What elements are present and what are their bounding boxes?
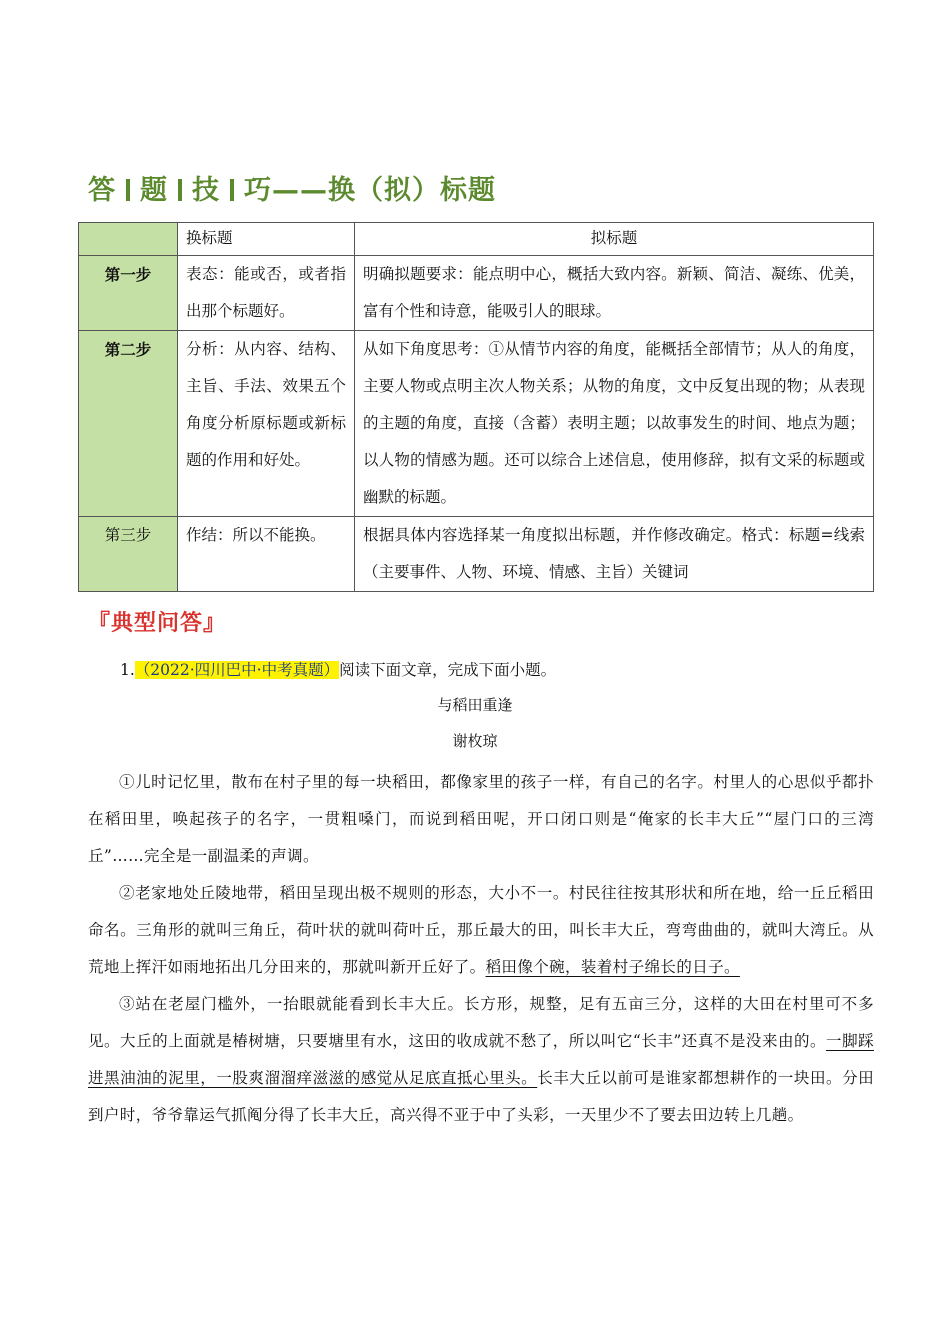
draft-cell: 根据具体内容选择某一角度拟出标题，并作修改确定。格式：标题=线索（主要事件、人物、环境、情感、主旨）关键词 bbox=[355, 517, 874, 592]
question-prompt: 阅读下面文章，完成下面小题。 bbox=[339, 661, 557, 679]
article-paragraph-2 bbox=[88, 875, 874, 986]
table-header-empty bbox=[79, 223, 178, 256]
section-title: 『典型问答』 bbox=[88, 610, 227, 636]
article-paragraph-3 bbox=[88, 986, 874, 1134]
change-cell: 分析：从内容、结构、主旨、手法、效果五个角度分析原标题或新标题的作用和好处。 bbox=[178, 331, 355, 517]
step-label: 第一步 bbox=[79, 256, 178, 331]
title-part-4: 巧——换（拟）标题 bbox=[244, 175, 496, 206]
p3-underlined-sentence: 一脚踩进黑油油的泥里，一股爽溜溜痒滋滋的感觉从足底直抵心里头。 bbox=[88, 1032, 874, 1087]
change-cell: 表态：能或否，或者指出那个标题好。 bbox=[178, 256, 355, 331]
table-header-change: 换标题 bbox=[178, 223, 355, 256]
draft-cell: 明确拟题要求：能点明中心，概括大致内容。新颖、简洁、凝练、优美，富有个性和诗意，能吸引人的眼球。 bbox=[355, 256, 874, 331]
steps-table bbox=[78, 222, 874, 592]
table-header-draft: 拟标题 bbox=[355, 223, 874, 256]
step-label: 第三步 bbox=[79, 517, 178, 592]
article-author: 谢枚琼 bbox=[452, 732, 498, 750]
question-source-highlight: （2022·四川巴中·中考真题） bbox=[134, 661, 340, 679]
title-part-3: 技 bbox=[192, 175, 220, 206]
p2-text: ②老家地处丘陵地带，稻田呈现出极不规则的形态，大小不一。村民往往按其形状和所在地，给一丘丘稻田命名。三角形的就叫三角丘，荷叶状的就叫荷叶丘，那丘最大的田，叫长丰大丘，弯弯曲曲的，就叫大湾丘。从荒地上挥汗如雨地拓出几分田来的，那就叫新开丘好了。 bbox=[88, 884, 874, 976]
p3-text-a: ③站在老屋门槛外，一抬眼就能看到长丰大丘。长方形，规整，足有五亩三分，这样的大田在村里可不多见。大丘的上面就是椿树塘，只要塘里有水，这田的收成就不愁了，所以叫它“长丰”还真不是没来由的。 bbox=[88, 995, 874, 1050]
article-body bbox=[88, 764, 874, 1134]
p2-underlined-sentence: 稻田像个碗，装着村子绵长的日子。 bbox=[485, 958, 740, 976]
change-cell: 作结：所以不能换。 bbox=[178, 517, 355, 592]
step-label: 第二步 bbox=[79, 331, 178, 517]
title-separator bbox=[178, 179, 182, 201]
page-title bbox=[88, 168, 496, 207]
title-part-1: 答 bbox=[88, 175, 116, 206]
table-row bbox=[79, 256, 874, 331]
article-paragraph-1: ①儿时记忆里，散布在村子里的每一块稻田，都像家里的孩子一样，有自己的名字。村里人的心思似乎都扑在稻田里，唤起孩子的名字，一贯粗嗓门，而说到稻田呢，开口闭口则是“俺家的长丰大丘”“屋门口的三湾丘”……完全是一副温柔的声调。 bbox=[88, 773, 874, 865]
title-separator bbox=[230, 179, 234, 201]
table-row bbox=[79, 331, 874, 517]
title-part-2: 题 bbox=[140, 175, 168, 206]
table-header-row bbox=[79, 223, 874, 256]
table-row bbox=[79, 517, 874, 592]
question-line bbox=[120, 658, 556, 680]
title-separator bbox=[126, 179, 130, 201]
article-title: 与稻田重逢 bbox=[437, 696, 513, 714]
draft-cell: 从如下角度思考：①从情节内容的角度，能概括全部情节；从人的角度，主要人物或点明主次人物关系；从物的角度，文中反复出现的物；从表现的主题的角度，直接（含蓄）表明主题；以故事发生的时间、地点为题；以人物的情感为题。还可以综合上述信息，使用修辞，拟有文采的标题或幽默的标题。 bbox=[355, 331, 874, 517]
question-number: 1. bbox=[120, 661, 135, 679]
p3-text-c: 长丰大丘以前可是谁家都想耕作的一块田。分田到户时，爷爷靠运气抓阄分得了长丰大丘，高兴得不亚于中了头彩，一天里少不了要去田边转上几趟。 bbox=[88, 1069, 875, 1124]
